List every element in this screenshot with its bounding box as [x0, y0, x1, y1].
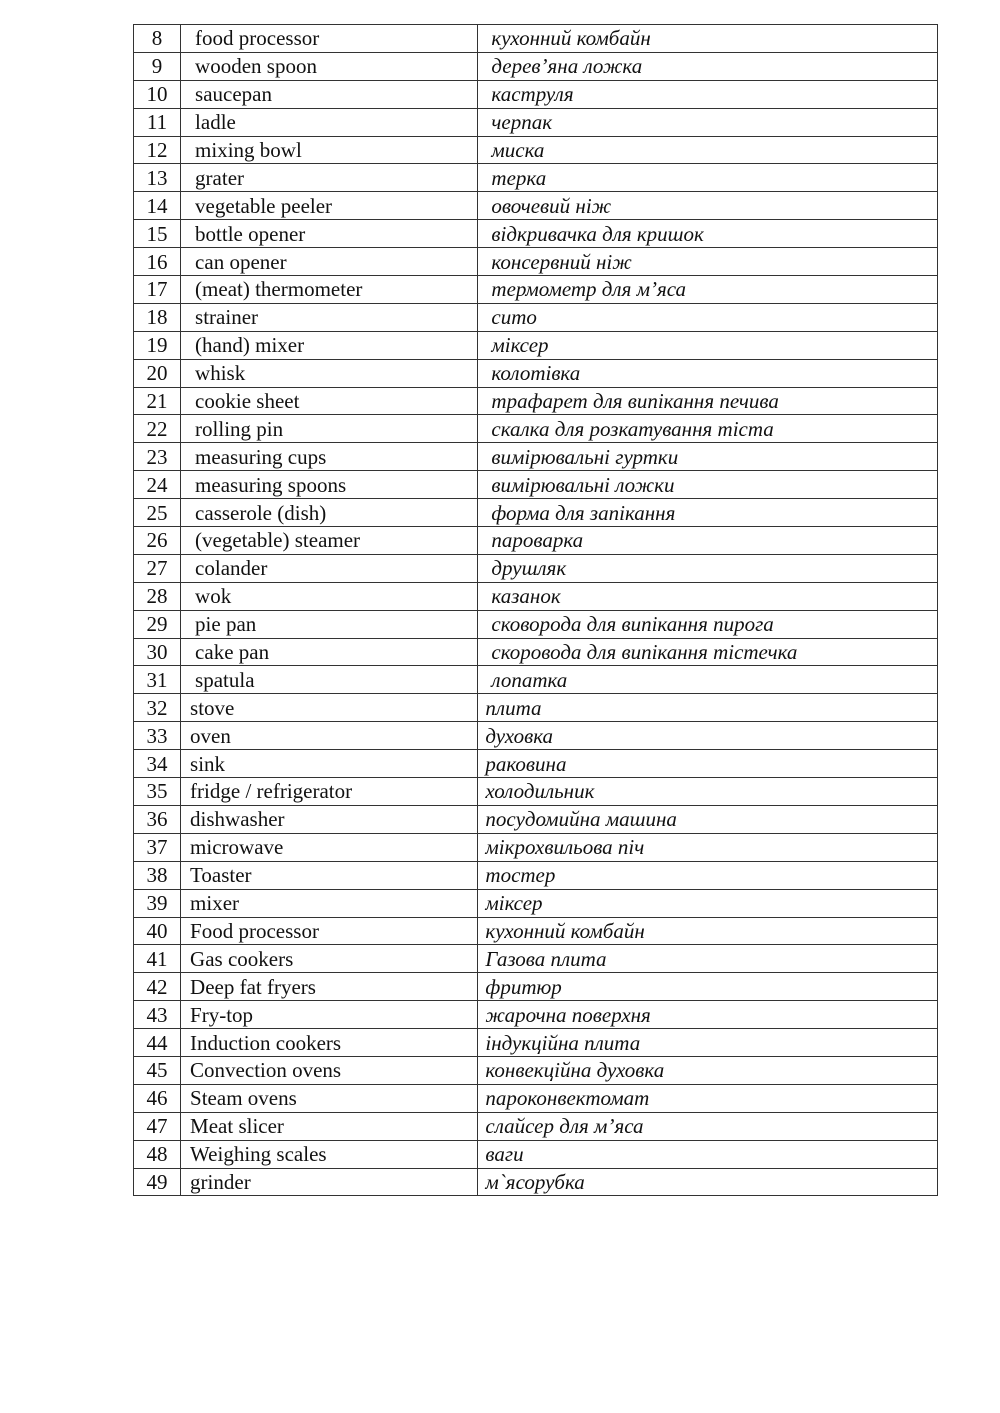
ukrainian-translation-cell: жарочна поверхня	[478, 1001, 938, 1029]
ukrainian-translation-cell: казанок	[478, 582, 938, 610]
table-row	[134, 248, 938, 276]
table-row	[134, 136, 938, 164]
item-number-cell: 21	[134, 387, 181, 415]
ukrainian-translation-cell: друшляк	[478, 554, 938, 582]
item-number-cell: 40	[134, 917, 181, 945]
table-row	[134, 192, 938, 220]
ukrainian-translation-cell: м`ясорубка	[478, 1168, 938, 1196]
english-term-cell: Food processor	[181, 917, 478, 945]
english-term-cell: pie pan	[181, 610, 478, 638]
item-number-cell: 32	[134, 694, 181, 722]
ukrainian-translation-cell: скалка для розкатування тіста	[478, 415, 938, 443]
item-number-cell: 38	[134, 861, 181, 889]
ukrainian-translation-cell: конвекційна духовка	[478, 1056, 938, 1084]
ukrainian-translation-cell: ваги	[478, 1140, 938, 1168]
english-term-cell: can opener	[181, 248, 478, 276]
ukrainian-translation-cell: миска	[478, 136, 938, 164]
item-number-cell: 27	[134, 554, 181, 582]
item-number-cell: 29	[134, 610, 181, 638]
table-row	[134, 805, 938, 833]
table-row	[134, 1056, 938, 1084]
ukrainian-translation-cell: слайсер для м’яса	[478, 1112, 938, 1140]
item-number-cell: 24	[134, 471, 181, 499]
item-number-cell: 14	[134, 192, 181, 220]
item-number-cell: 30	[134, 638, 181, 666]
ukrainian-translation-cell: раковина	[478, 750, 938, 778]
table-row	[134, 471, 938, 499]
item-number-cell: 33	[134, 722, 181, 750]
english-term-cell: Toaster	[181, 861, 478, 889]
item-number-cell: 39	[134, 889, 181, 917]
item-number-cell: 45	[134, 1056, 181, 1084]
item-number-cell: 41	[134, 945, 181, 973]
english-term-cell: spatula	[181, 666, 478, 694]
english-term-cell: food processor	[181, 25, 478, 53]
ukrainian-translation-cell: колотівка	[478, 359, 938, 387]
ukrainian-translation-cell: термометр для м’яса	[478, 276, 938, 304]
ukrainian-translation-cell: холодильник	[478, 778, 938, 806]
item-number-cell: 8	[134, 25, 181, 53]
item-number-cell: 48	[134, 1140, 181, 1168]
table-row	[134, 220, 938, 248]
english-term-cell: Convection ovens	[181, 1056, 478, 1084]
table-row	[134, 582, 938, 610]
english-term-cell: wok	[181, 582, 478, 610]
english-term-cell: microwave	[181, 833, 478, 861]
table-row	[134, 443, 938, 471]
table-row	[134, 722, 938, 750]
item-number-cell: 35	[134, 778, 181, 806]
item-number-cell: 23	[134, 443, 181, 471]
table-row	[134, 359, 938, 387]
item-number-cell: 22	[134, 415, 181, 443]
ukrainian-translation-cell: відкривачка для кришок	[478, 220, 938, 248]
item-number-cell: 25	[134, 499, 181, 527]
ukrainian-translation-cell: форма для запікання	[478, 499, 938, 527]
english-term-cell: wooden spoon	[181, 52, 478, 80]
table-row	[134, 945, 938, 973]
item-number-cell: 49	[134, 1168, 181, 1196]
english-term-cell: Induction cookers	[181, 1029, 478, 1057]
item-number-cell: 36	[134, 805, 181, 833]
table-row	[134, 1001, 938, 1029]
ukrainian-translation-cell: плита	[478, 694, 938, 722]
item-number-cell: 18	[134, 303, 181, 331]
english-term-cell: vegetable peeler	[181, 192, 478, 220]
item-number-cell: 42	[134, 973, 181, 1001]
english-term-cell: bottle opener	[181, 220, 478, 248]
table-row	[134, 666, 938, 694]
item-number-cell: 11	[134, 108, 181, 136]
ukrainian-translation-cell: фритюр	[478, 973, 938, 1001]
ukrainian-translation-cell: трафарет для випікання печива	[478, 387, 938, 415]
english-term-cell: colander	[181, 554, 478, 582]
ukrainian-translation-cell: міксер	[478, 331, 938, 359]
ukrainian-translation-cell: міксер	[478, 889, 938, 917]
ukrainian-translation-cell: посудомийна машина	[478, 805, 938, 833]
ukrainian-translation-cell: тостер	[478, 861, 938, 889]
english-term-cell: casserole (dish)	[181, 499, 478, 527]
table-row	[134, 80, 938, 108]
english-term-cell: fridge / refrigerator	[181, 778, 478, 806]
english-term-cell: saucepan	[181, 80, 478, 108]
english-term-cell: Steam ovens	[181, 1084, 478, 1112]
ukrainian-translation-cell: каструля	[478, 80, 938, 108]
item-number-cell: 17	[134, 276, 181, 304]
english-term-cell: oven	[181, 722, 478, 750]
table-row	[134, 917, 938, 945]
table-row	[134, 833, 938, 861]
item-number-cell: 10	[134, 80, 181, 108]
table-row	[134, 889, 938, 917]
english-term-cell: sink	[181, 750, 478, 778]
ukrainian-translation-cell: сито	[478, 303, 938, 331]
ukrainian-translation-cell: мікрохвильова піч	[478, 833, 938, 861]
ukrainian-translation-cell: вимірювальні ложки	[478, 471, 938, 499]
english-term-cell: cookie sheet	[181, 387, 478, 415]
table-row	[134, 610, 938, 638]
ukrainian-translation-cell: лопатка	[478, 666, 938, 694]
english-term-cell: stove	[181, 694, 478, 722]
table-row	[134, 415, 938, 443]
english-term-cell: mixing bowl	[181, 136, 478, 164]
english-term-cell: grater	[181, 164, 478, 192]
item-number-cell: 37	[134, 833, 181, 861]
item-number-cell: 19	[134, 331, 181, 359]
item-number-cell: 16	[134, 248, 181, 276]
ukrainian-translation-cell: черпак	[478, 108, 938, 136]
vocabulary-table	[133, 24, 938, 1196]
table-row	[134, 331, 938, 359]
table-row	[134, 387, 938, 415]
table-row	[134, 694, 938, 722]
english-term-cell: (hand) mixer	[181, 331, 478, 359]
table-row	[134, 276, 938, 304]
english-term-cell: dishwasher	[181, 805, 478, 833]
english-term-cell: cake pan	[181, 638, 478, 666]
english-term-cell: grinder	[181, 1168, 478, 1196]
item-number-cell: 28	[134, 582, 181, 610]
item-number-cell: 47	[134, 1112, 181, 1140]
english-term-cell: measuring cups	[181, 443, 478, 471]
item-number-cell: 43	[134, 1001, 181, 1029]
ukrainian-translation-cell: терка	[478, 164, 938, 192]
ukrainian-translation-cell: Газова плита	[478, 945, 938, 973]
ukrainian-translation-cell: консервний ніж	[478, 248, 938, 276]
english-term-cell: Deep fat fryers	[181, 973, 478, 1001]
table-row	[134, 25, 938, 53]
table-row	[134, 1084, 938, 1112]
item-number-cell: 15	[134, 220, 181, 248]
table-row	[134, 750, 938, 778]
ukrainian-translation-cell: духовка	[478, 722, 938, 750]
english-term-cell: Fry-top	[181, 1001, 478, 1029]
english-term-cell: (vegetable) steamer	[181, 527, 478, 555]
table-row	[134, 554, 938, 582]
item-number-cell: 34	[134, 750, 181, 778]
ukrainian-translation-cell: дерев’яна ложка	[478, 52, 938, 80]
table-row	[134, 1168, 938, 1196]
ukrainian-translation-cell: овочевий ніж	[478, 192, 938, 220]
english-term-cell: ladle	[181, 108, 478, 136]
table-row	[134, 1140, 938, 1168]
ukrainian-translation-cell: скоровода для випікання тістечка	[478, 638, 938, 666]
table-row	[134, 778, 938, 806]
ukrainian-translation-cell: сковорода для випікання пирога	[478, 610, 938, 638]
table-row	[134, 303, 938, 331]
english-term-cell: Gas cookers	[181, 945, 478, 973]
item-number-cell: 13	[134, 164, 181, 192]
english-term-cell: mixer	[181, 889, 478, 917]
english-term-cell: (meat) thermometer	[181, 276, 478, 304]
item-number-cell: 20	[134, 359, 181, 387]
english-term-cell: Meat slicer	[181, 1112, 478, 1140]
table-row	[134, 638, 938, 666]
ukrainian-translation-cell: кухонний комбайн	[478, 917, 938, 945]
table-row	[134, 527, 938, 555]
item-number-cell: 12	[134, 136, 181, 164]
ukrainian-translation-cell: кухонний комбайн	[478, 25, 938, 53]
table-row	[134, 973, 938, 1001]
item-number-cell: 31	[134, 666, 181, 694]
ukrainian-translation-cell: пароконвектомат	[478, 1084, 938, 1112]
table-row	[134, 1112, 938, 1140]
english-term-cell: Weighing scales	[181, 1140, 478, 1168]
ukrainian-translation-cell: індукційна плита	[478, 1029, 938, 1057]
item-number-cell: 46	[134, 1084, 181, 1112]
item-number-cell: 26	[134, 527, 181, 555]
ukrainian-translation-cell: пароварка	[478, 527, 938, 555]
ukrainian-translation-cell: вимірювальні гуртки	[478, 443, 938, 471]
english-term-cell: strainer	[181, 303, 478, 331]
vocabulary-table-body	[134, 25, 938, 1196]
table-row	[134, 108, 938, 136]
english-term-cell: whisk	[181, 359, 478, 387]
table-row	[134, 52, 938, 80]
item-number-cell: 9	[134, 52, 181, 80]
table-row	[134, 164, 938, 192]
table-row	[134, 1029, 938, 1057]
item-number-cell: 44	[134, 1029, 181, 1057]
table-row	[134, 861, 938, 889]
english-term-cell: rolling pin	[181, 415, 478, 443]
table-row	[134, 499, 938, 527]
english-term-cell: measuring spoons	[181, 471, 478, 499]
